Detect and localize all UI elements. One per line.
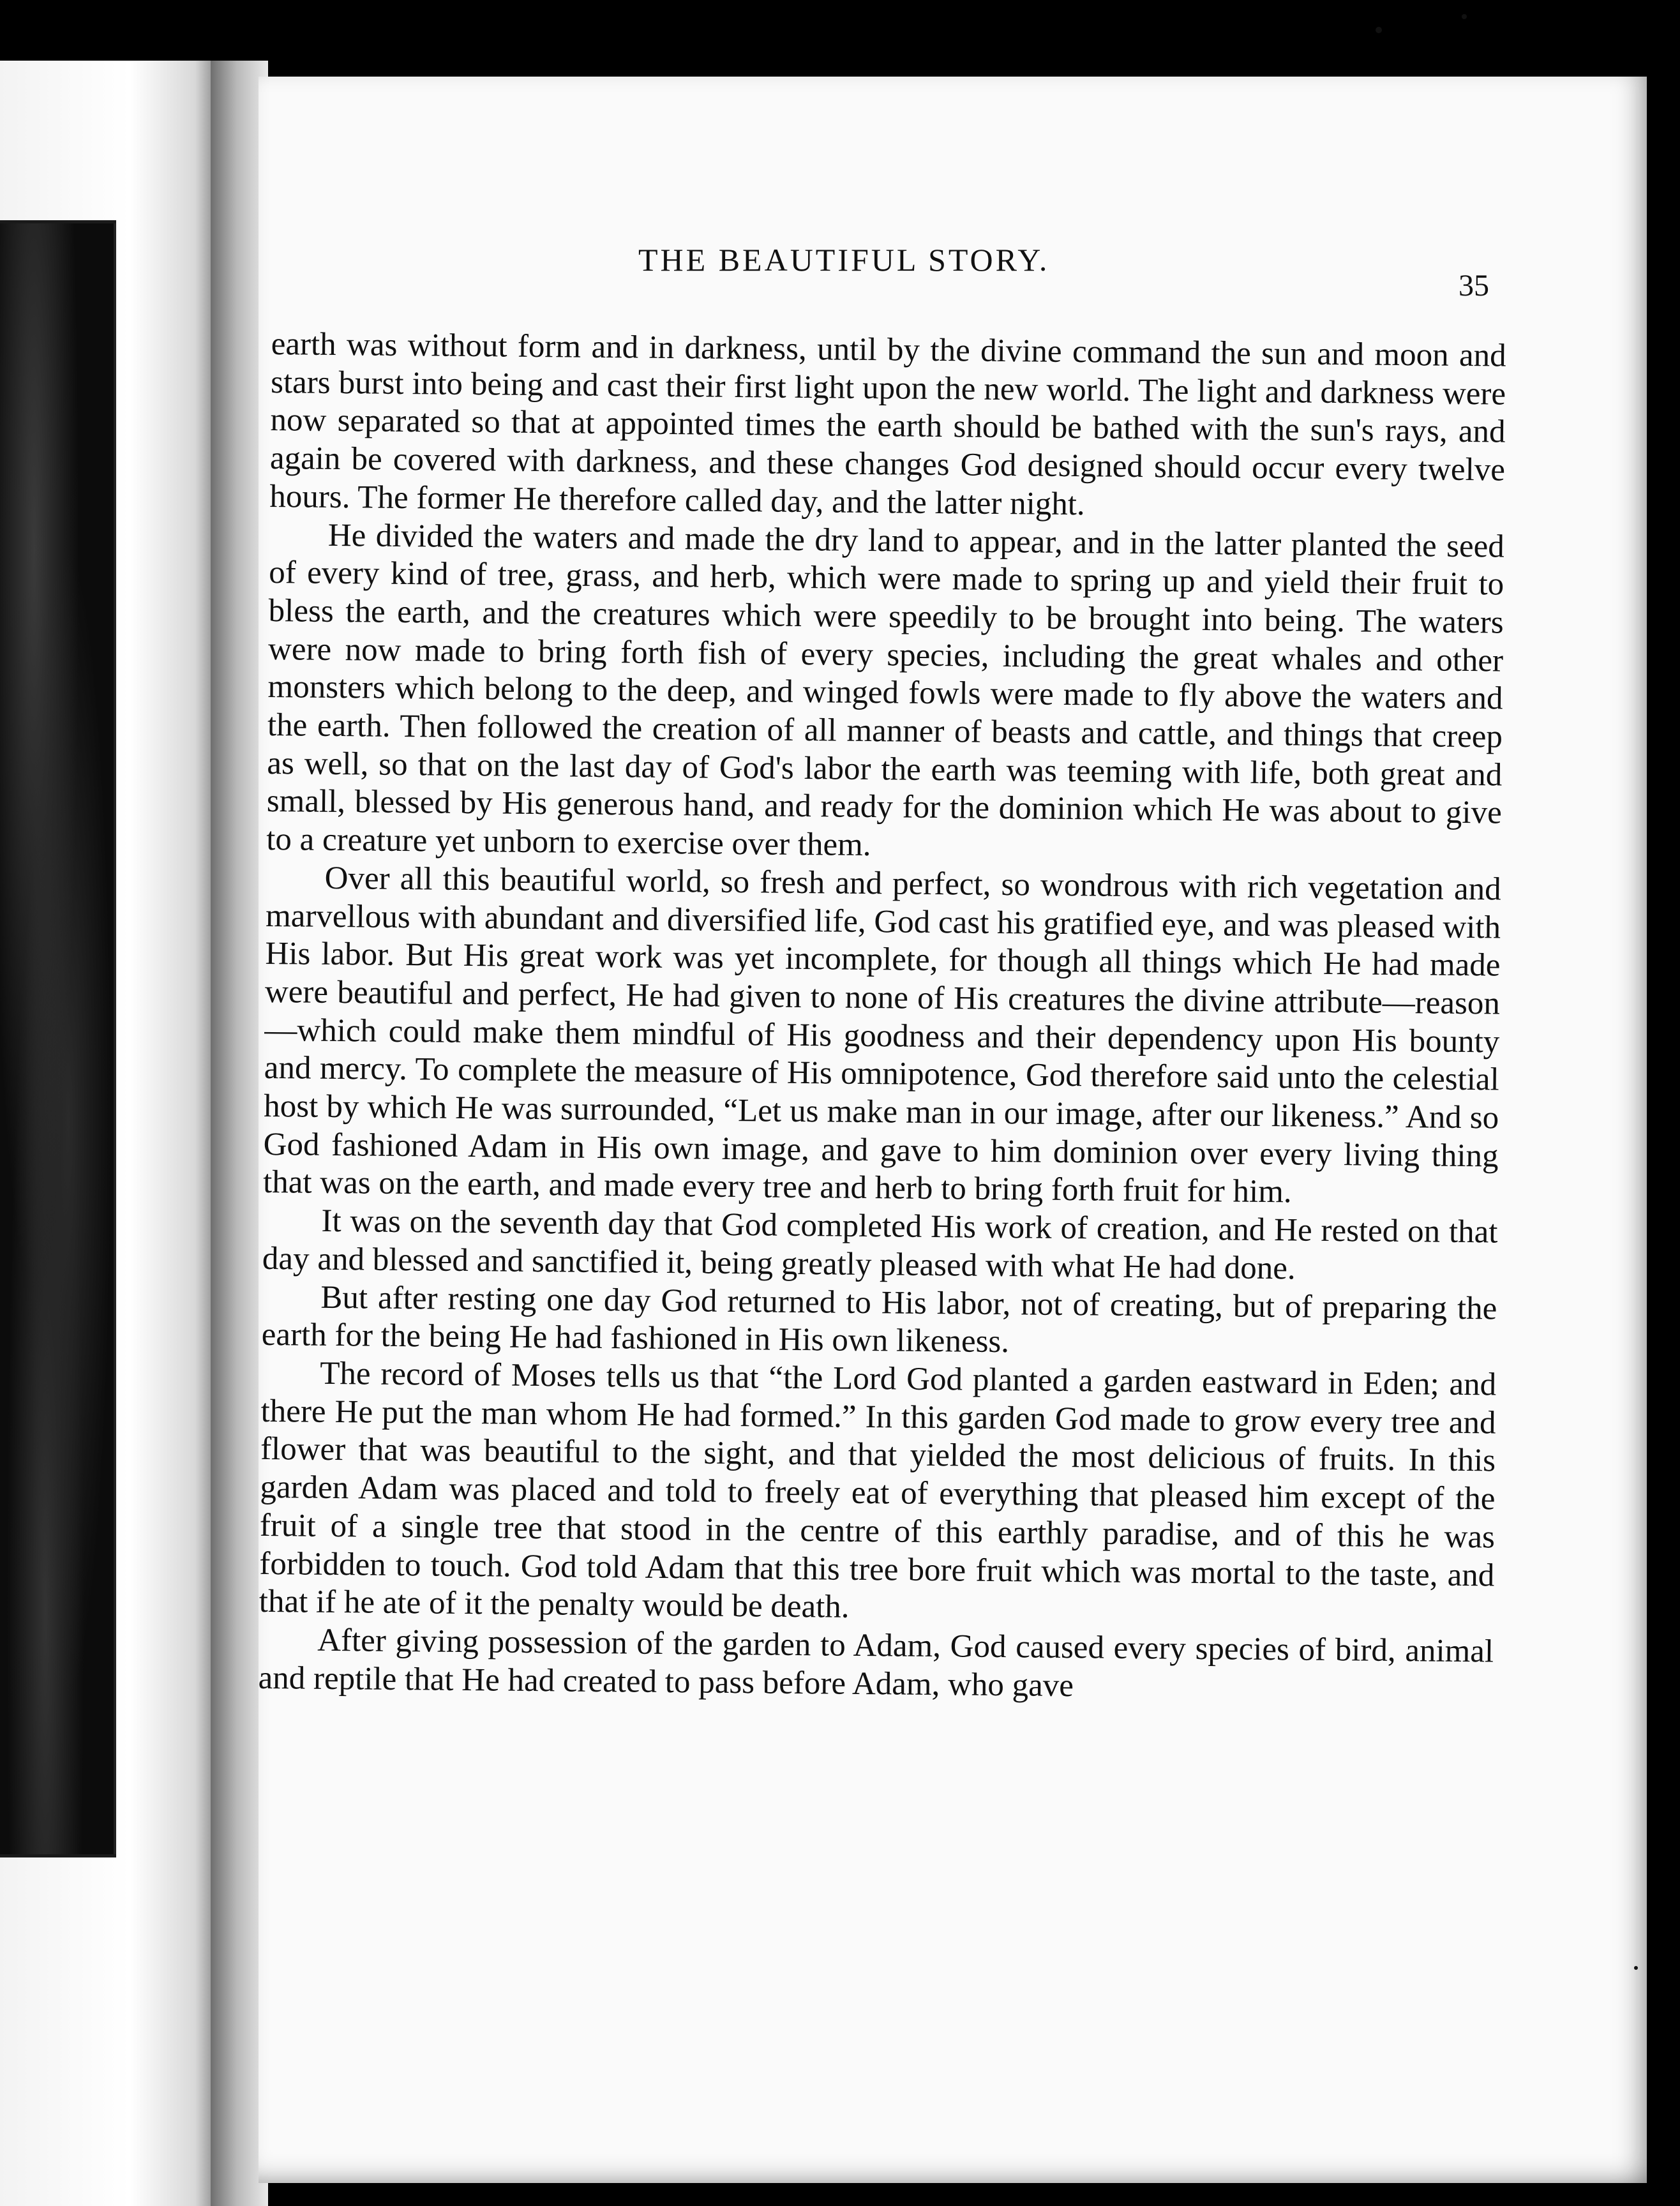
paragraph: It was on the seventh day that God completed His work of creation, and He rested on that day and blessed and sanctified it, being greatly pleased with what He had done. [262, 1203, 1498, 1287]
speck [1634, 1966, 1638, 1970]
facing-page-illustration [0, 223, 116, 1854]
speck [1376, 27, 1382, 33]
paragraph: But after resting one day God returned to His labor, not of creating, but of preparing the earth for the being He had fashioned in His own likeness. [261, 1279, 1497, 1360]
page-number: 35 [1459, 269, 1489, 303]
paragraph: earth was without form and in darkness, until by the divine command the sun and moon and stars burst into being and cast their first light upon the new world. The light and darkness were now separated so that at appointed times the earth should be bathed with the sun's rays, and again be covered with darkness, and these changes God designed should occur every twelve hours. The former He therefore called day, and the latter night. [269, 326, 1506, 523]
running-head: THE BEAUTIFUL STORY. [638, 242, 1050, 278]
scan-border [1647, 77, 1680, 2206]
paragraph: After giving possession of the garden to Adam, God caused every species of bird, animal and reptile that He had created to pass before Adam, who gave [258, 1622, 1494, 1704]
body-text [258, 326, 1506, 1709]
paragraph: He divided the waters and made the dry land to appear, and in the latter planted the seed of every kind of tree, grass, and herb, which were made to spring up and yield their fruit to bless the earth, and the creatures which were speedily to be brought into being. The waters were now made to bring forth fish of every species, including the great whales and other monsters which belong to the deep, and winged fowls were made to fly above the waters and the earth. Then followed the creation of all manner of beasts and cattle, and things that creep as well, so that on the last day of God's labor the earth was teeming with life, both great and small, blessed by His generous hand, and ready for the dominion which He was about to give to a creature yet unborn to exercise over them. [266, 517, 1505, 864]
paragraph: The record of Moses tells us that “the Lord God planted a garden eastward in Eden; and there He put the man whom He had formed.” In this garden God made to grow every tree and flower that was beautiful to the sight, and that yielded the most delicious of fruits. In this garden Adam was placed and told to freely eat of everything that pleased him except of the fruit of a single tree that stood in the centre of this earthly paradise, and of this he was forbidden to touch. God told Adam that this tree bore fruit which was mortal to the taste, and that if he ate of it the penalty would be death. [259, 1355, 1497, 1625]
paragraph: Over all this beautiful world, so fresh and perfect, so wondrous with rich vegetation and marvellous with abundant and diversified life, God cast his gratified eye, and was pleased with His labor. But His great work was yet incomplete, for though all things which He had made were beautiful and perfect, He had given to none of His creatures the divine attribute—reason—which could make them mindful of His goodness and their dependency upon His bounty and mercy. To complete the measure of His omnipotence, God therefore said unto the celestial host by which He was surrounded, “Let us make man in our image, after our likeness.” And so God fashioned Adam in His own image, and gave to him dominion over every living thing that was on the earth, and made every tree and herb to bring forth fruit for him. [262, 860, 1501, 1210]
speck [1462, 14, 1467, 19]
